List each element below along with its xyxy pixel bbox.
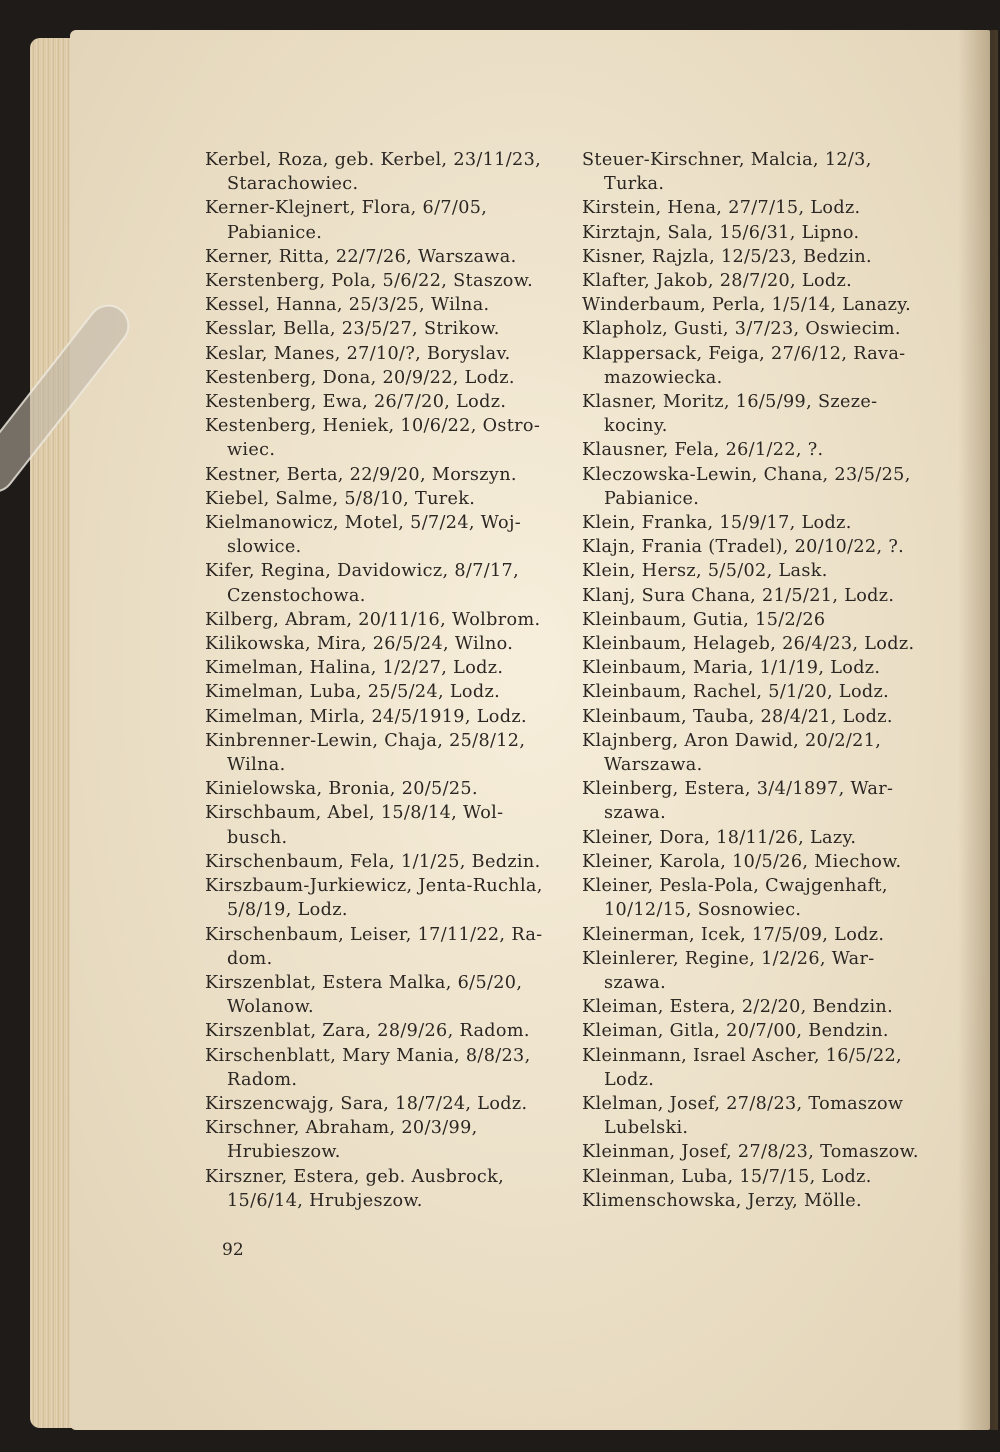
entry-text: Kleinmann, Israel Ascher, 16/5/22,: [582, 1045, 902, 1066]
list-item: [582, 1092, 954, 1140]
entry-text: Kleiner, Pesla-Pola, Cwajgenhaft,: [582, 876, 888, 897]
list-item: [205, 463, 575, 487]
list-item: [205, 971, 575, 1019]
entry-text: Kimelman, Halina, 1/2/27, Lodz.: [205, 658, 504, 679]
entry-text: Klelman, Josef, 27/8/23, Tomaszow: [582, 1093, 904, 1114]
list-item: [582, 1140, 954, 1164]
list-item: [582, 390, 954, 438]
entry-text: Kestenberg, Ewa, 26/7/20, Lodz.: [205, 392, 507, 413]
list-item: [582, 608, 954, 632]
entry-text: Kleinman, Josef, 27/8/23, Tomaszow.: [582, 1142, 919, 1163]
entry-text: Kleinbaum, Maria, 1/1/19, Lodz.: [582, 658, 881, 679]
list-item: [205, 559, 575, 607]
list-item: [205, 1092, 575, 1116]
entry-text: Kirstein, Hena, 27/7/15, Lodz.: [582, 198, 861, 219]
list-item: [205, 777, 575, 801]
entry-text: Klanj, Sura Chana, 21/5/21, Lodz.: [582, 585, 895, 606]
entry-text: Kestenberg, Heniek, 10/6/22, Ostro-: [205, 416, 541, 437]
list-item: [582, 680, 954, 704]
list-item: [205, 293, 575, 317]
entry-text: Kirszenblat, Estera Malka, 6/5/20,: [205, 972, 523, 993]
entry-text: Kirschner, Abraham, 20/3/99,: [205, 1118, 478, 1139]
list-item: [205, 390, 575, 414]
entry-continuation: Czenstochowa.: [227, 585, 366, 606]
list-item: [205, 608, 575, 632]
entry-text: Kleinbaum, Tauba, 28/4/21, Lodz.: [582, 706, 893, 727]
list-item: [582, 923, 954, 947]
entry-text: Klajnberg, Aron Dawid, 20/2/21,: [582, 730, 882, 751]
entry-text: Kleiner, Karola, 10/5/26, Miechow.: [582, 851, 902, 872]
entry-continuation: wiec.: [227, 440, 276, 461]
entry-text: Klimenschowska, Jerzy, Mölle.: [582, 1190, 862, 1211]
list-item: [205, 414, 575, 462]
entry-text: Kinielowska, Bronia, 20/5/25.: [205, 779, 478, 800]
entry-text: Kiebel, Salme, 5/8/10, Turek.: [205, 488, 476, 509]
list-item: [205, 148, 575, 196]
list-item: [582, 221, 954, 245]
entry-continuation: mazowiecka.: [604, 367, 723, 388]
entry-text: Kinbrenner-Lewin, Chaja, 25/8/12,: [205, 730, 526, 751]
entry-text: Kerner, Ritta, 22/7/26, Warszawa.: [205, 246, 517, 267]
list-item: [582, 705, 954, 729]
entry-text: Klein, Franka, 15/9/17, Lodz.: [582, 513, 852, 534]
list-item: [582, 947, 954, 995]
list-item: [582, 559, 954, 583]
entry-continuation: Lubelski.: [604, 1118, 689, 1139]
page-number: 92: [222, 1240, 244, 1260]
entry-continuation: Radom.: [227, 1069, 298, 1090]
list-item: [582, 269, 954, 293]
entry-text: Kielmanowicz, Motel, 5/7/24, Woj-: [205, 513, 522, 534]
list-item: [205, 705, 575, 729]
list-item: [582, 874, 954, 922]
list-item: [205, 850, 575, 874]
entry-text: Kerbel, Roza, geb. Kerbel, 23/11/23,: [205, 150, 542, 170]
entry-continuation: szawa.: [604, 803, 667, 824]
list-item: [205, 656, 575, 680]
list-item: [582, 1044, 954, 1092]
list-item: [582, 995, 954, 1019]
entry-text: Kirztajn, Sala, 15/6/31, Lipno.: [582, 222, 860, 243]
entry-text: Kirszencwajg, Sara, 18/7/24, Lodz.: [205, 1093, 528, 1114]
entry-continuation: Wilna.: [227, 755, 286, 776]
entry-text: Winderbaum, Perla, 1/5/14, Lanazy.: [582, 295, 912, 316]
entry-text: Kesslar, Bella, 23/5/27, Strikow.: [205, 319, 500, 340]
list-item: [582, 196, 954, 220]
list-item: [205, 317, 575, 341]
entry-text: Steuer-Kirschner, Malcia, 12/3,: [582, 150, 872, 170]
list-item: [205, 269, 575, 293]
list-item: [205, 487, 575, 511]
list-item: [582, 245, 954, 269]
list-item: [582, 632, 954, 656]
entry-continuation: dom.: [227, 948, 273, 969]
entry-text: Kleinerman, Icek, 17/5/09, Lodz.: [582, 924, 885, 945]
entry-text: Kilikowska, Mira, 26/5/24, Wilno.: [205, 634, 514, 655]
list-item: [582, 511, 954, 535]
entry-text: Klafter, Jakob, 28/7/20, Lodz.: [582, 271, 853, 292]
entry-text: Kifer, Regina, Davidowicz, 8/7/17,: [205, 561, 520, 582]
entry-text: Kessel, Hanna, 25/3/25, Wilna.: [205, 295, 490, 316]
entry-continuation: 15/6/14, Hrubjeszow.: [227, 1190, 423, 1211]
entry-text: Kerner-Klejnert, Flora, 6/7/05,: [205, 198, 488, 219]
list-item: [205, 680, 575, 704]
entry-continuation: Wolanow.: [227, 997, 314, 1018]
entry-text: Kleinlerer, Regine, 1/2/26, War-: [582, 948, 875, 969]
list-item: [205, 923, 575, 971]
entry-continuation: slowice.: [227, 537, 302, 558]
entry-text: Klasner, Moritz, 16/5/99, Szeze-: [582, 392, 878, 413]
entry-text: Kestner, Berta, 22/9/20, Morszyn.: [205, 464, 517, 485]
entry-text: Kirschbaum, Abel, 15/8/14, Wol-: [205, 803, 504, 824]
entry-text: Kestenberg, Dona, 20/9/22, Lodz.: [205, 367, 515, 388]
entry-text: Kleinbaum, Gutia, 15/2/26: [582, 609, 826, 630]
entry-continuation: Warszawa.: [604, 755, 703, 776]
entry-text: Kleinman, Luba, 15/7/15, Lodz.: [582, 1166, 872, 1187]
entry-text: Kilberg, Abram, 20/11/16, Wolbrom.: [205, 609, 541, 630]
list-item: [205, 801, 575, 849]
list-item: [582, 148, 954, 196]
entry-text: Kirschenbaum, Fela, 1/1/25, Bedzin.: [205, 851, 541, 872]
list-item: [205, 1019, 575, 1043]
list-item: [582, 850, 954, 874]
list-item: [582, 656, 954, 680]
entry-continuation: Turka.: [604, 174, 665, 195]
list-item: [205, 632, 575, 656]
list-item: [582, 438, 954, 462]
list-item: [582, 584, 954, 608]
list-item: [205, 1044, 575, 1092]
list-item: [582, 342, 954, 390]
entry-text: Klajn, Frania (Tradel), 20/10/22, ?.: [582, 537, 905, 558]
list-item: [582, 535, 954, 559]
list-item: [582, 1165, 954, 1189]
list-item: [205, 342, 575, 366]
list-item: [582, 777, 954, 825]
entry-text: Kirschenblatt, Mary Mania, 8/8/23,: [205, 1045, 531, 1066]
list-item: [205, 196, 575, 244]
book-page: [70, 30, 990, 1430]
entry-text: Kimelman, Mirla, 24/5/1919, Lodz.: [205, 706, 527, 727]
entry-continuation: szawa.: [604, 972, 667, 993]
entry-text: Klapholz, Gusti, 3/7/23, Oswiecim.: [582, 319, 901, 340]
list-item: [582, 729, 954, 777]
entry-text: Kimelman, Luba, 25/5/24, Lodz.: [205, 682, 501, 703]
list-item: [205, 1165, 575, 1213]
list-item: [582, 1019, 954, 1043]
entry-text: Kirschenbaum, Leiser, 17/11/22, Ra-: [205, 924, 543, 945]
entry-text: Kleczowska-Lewin, Chana, 23/5/25,: [582, 464, 911, 485]
entry-text: Kleinbaum, Rachel, 5/1/20, Lodz.: [582, 682, 890, 703]
left-column: [205, 148, 575, 1213]
entry-text: Kirszenblat, Zara, 28/9/26, Radom.: [205, 1021, 530, 1042]
entry-text: Klein, Hersz, 5/5/02, Lask.: [582, 561, 828, 582]
entry-text: Kirszbaum-Jurkiewicz, Jenta-Ruchla,: [205, 876, 543, 897]
entry-continuation: 5/8/19, Lodz.: [227, 900, 348, 921]
entry-continuation: busch.: [227, 827, 288, 848]
entry-text: Kleinberg, Estera, 3/4/1897, War-: [582, 779, 894, 800]
entry-continuation: 10/12/15, Sosnowiec.: [604, 900, 802, 921]
entry-continuation: Lodz.: [604, 1069, 655, 1090]
entry-text: Kerstenberg, Pola, 5/6/22, Staszow.: [205, 271, 534, 292]
entry-continuation: Pabianice.: [227, 222, 323, 243]
book-gutter: [958, 30, 998, 1430]
list-item: [205, 1116, 575, 1164]
list-item: [582, 317, 954, 341]
list-item: [205, 511, 575, 559]
entry-text: Klappersack, Feiga, 27/6/12, Rava-: [582, 343, 906, 364]
entry-text: Keslar, Manes, 27/10/?, Boryslav.: [205, 343, 511, 364]
list-item: [205, 245, 575, 269]
list-item: [205, 366, 575, 390]
entry-text: Kleiman, Gitla, 20/7/00, Bendzin.: [582, 1021, 889, 1042]
list-item: [582, 293, 954, 317]
entry-text: Kleiman, Estera, 2/2/20, Bendzin.: [582, 997, 894, 1018]
entry-text: Kleinbaum, Helageb, 26/4/23, Lodz.: [582, 634, 915, 655]
list-item: [582, 826, 954, 850]
entry-continuation: Pabianice.: [604, 488, 700, 509]
list-item: [582, 463, 954, 511]
entry-continuation: Hrubieszow.: [227, 1142, 341, 1163]
list-item: [205, 729, 575, 777]
entry-continuation: kociny.: [604, 416, 668, 437]
right-column: [582, 148, 954, 1213]
entry-text: Kleiner, Dora, 18/11/26, Lazy.: [582, 827, 857, 848]
list-item: [205, 874, 575, 922]
entry-text: Kirszner, Estera, geb. Ausbrock,: [205, 1166, 505, 1187]
entry-text: Klausner, Fela, 26/1/22, ?.: [582, 440, 824, 461]
list-item: [582, 1189, 954, 1213]
entry-continuation: Starachowiec.: [227, 174, 359, 195]
entry-text: Kisner, Rajzla, 12/5/23, Bedzin.: [582, 246, 873, 267]
